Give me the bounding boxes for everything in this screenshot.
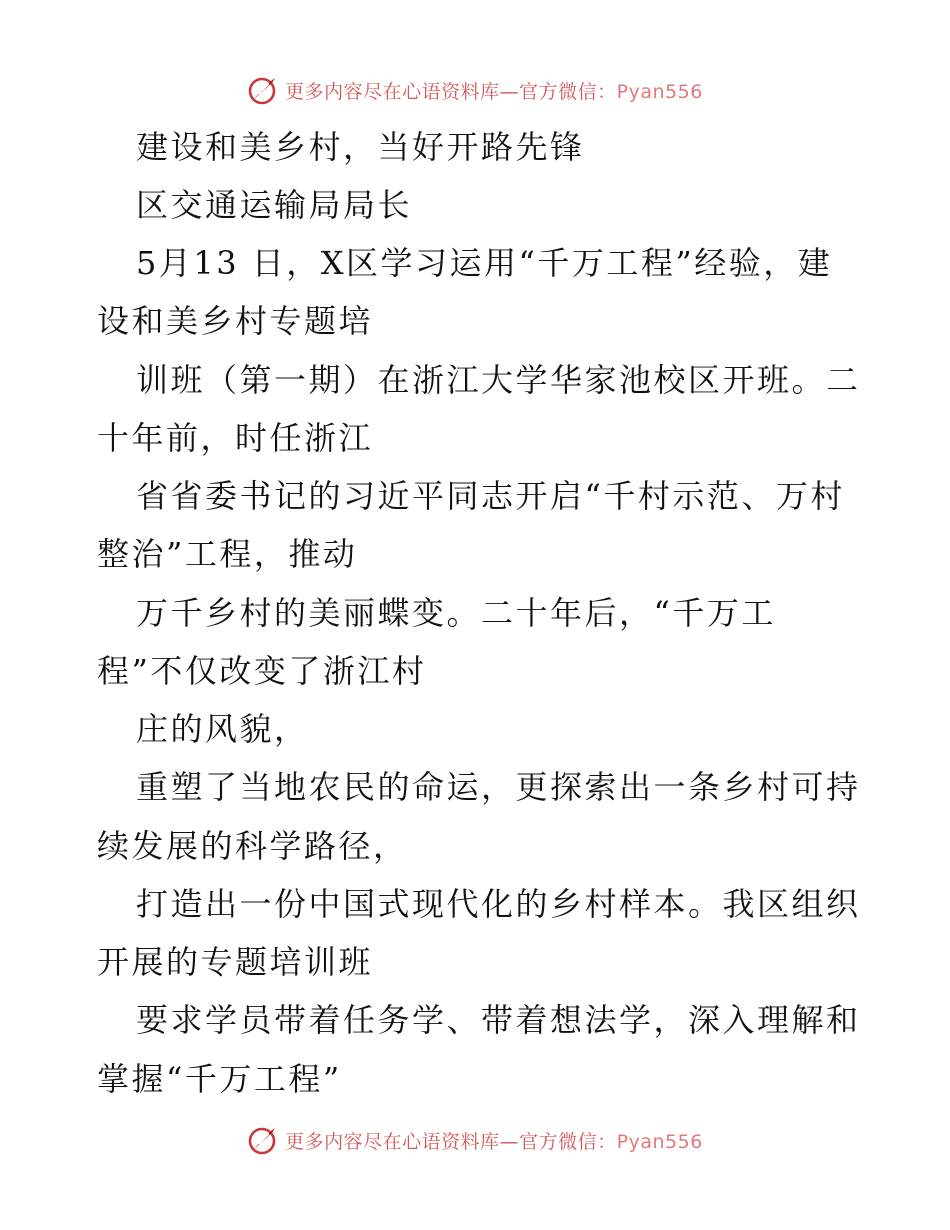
watermark-text: 更多内容尽在心语资料库—官方微信：Pyan556 xyxy=(285,80,703,103)
footer-watermark xyxy=(0,1123,950,1157)
paragraph-line: 训班（第一期）在浙江大学华家池校区开班。二 xyxy=(136,361,861,399)
quill-logo-icon xyxy=(247,74,279,106)
paragraph-line: 整治”工程，推动 xyxy=(97,535,358,573)
paragraph-line: 设和美乡村专题培 xyxy=(97,302,374,340)
watermark-group xyxy=(247,1124,703,1156)
paragraph-line: 掌握“千万工程” xyxy=(97,1060,342,1098)
paragraph-line: 续发展的科学路径， xyxy=(97,827,408,865)
paragraph-line: 万千乡村的美丽蝶变。二十年后，“千万工 xyxy=(136,594,776,632)
watermark-text: 更多内容尽在心语资料库—官方微信：Pyan556 xyxy=(285,1130,703,1153)
paragraph-line: 省省委书记的习近平同志开启“千村示范、万村 xyxy=(136,477,845,515)
paragraph-line: 重塑了当地农民的命运，更探索出一条乡村可持 xyxy=(136,768,861,806)
paragraph-line: 5月13 日，X区学习运用“千万工程”经验，建 xyxy=(136,244,833,282)
author-line: 区交通运输局局长 xyxy=(136,186,413,224)
document-title: 建设和美乡村，当好开路先锋 xyxy=(136,128,585,166)
header-watermark xyxy=(0,73,950,107)
paragraph-line: 十年前，时任浙江 xyxy=(97,419,374,457)
paragraph-line: 程”不仅改变了浙江村 xyxy=(97,652,427,690)
paragraph-line: 庄的风貌， xyxy=(136,710,309,748)
paragraph-line: 开展的专题培训班 xyxy=(97,943,374,981)
watermark-group xyxy=(247,74,703,106)
paragraph-line: 打造出一份中国式现代化的乡村样本。我区组织 xyxy=(136,885,861,923)
paragraph-line: 要求学员带着任务学、带着想法学，深入理解和 xyxy=(136,1001,861,1039)
quill-logo-icon xyxy=(247,1124,279,1156)
